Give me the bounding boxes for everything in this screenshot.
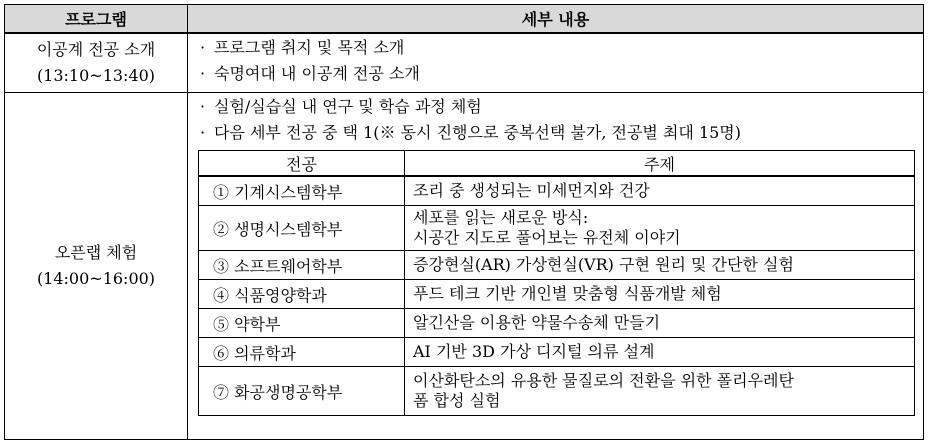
header-program: 프로그램 xyxy=(5,5,188,34)
major-name: ⑦ 화공생명공학부 xyxy=(199,367,405,416)
detail-cell xyxy=(188,93,924,440)
program-time: (13:10~13:40) xyxy=(36,66,156,85)
header-topic: 주제 xyxy=(405,151,915,177)
major-row xyxy=(199,176,915,206)
bullet-item: · 다음 세부 전공 중 택 1(※ 동시 진행으로 중복선택 불가, 전공별 최대 15명) xyxy=(200,123,741,142)
majors-header-row xyxy=(199,151,915,177)
program-cell xyxy=(5,33,188,93)
table-row xyxy=(5,93,924,440)
header-major: 전공 xyxy=(199,151,405,177)
major-topic: 이산화탄소의 유용한 물질로의 전환을 위한 폴리우레탄 폼 합성 실험 xyxy=(405,367,915,416)
major-topic: 세포를 읽는 새로운 방식: 시공간 지도로 풀어보는 유전체 이야기 xyxy=(405,206,915,251)
major-name: ④ 식품영양학과 xyxy=(199,280,405,309)
program-cell xyxy=(5,93,188,440)
major-name: ① 기계시스템학부 xyxy=(199,176,405,206)
major-row xyxy=(199,367,915,416)
bullet-item: · 실험/실습실 내 연구 및 학습 과정 체험 xyxy=(200,97,482,116)
detail-cell xyxy=(188,33,924,93)
major-topic: 조리 중 생성되는 미세먼지와 건강 xyxy=(405,176,915,206)
bullet-item: · 프로그램 취지 및 목적 소개 xyxy=(200,38,405,57)
program-name: 이공계 전공 소개 xyxy=(36,40,156,59)
major-topic: AI 기반 3D 가상 디지털 의류 설계 xyxy=(405,338,915,367)
major-name: ② 생명시스템학부 xyxy=(199,206,405,251)
major-row xyxy=(199,206,915,251)
major-name: ⑥ 의류학과 xyxy=(199,338,405,367)
table-header-row xyxy=(5,5,924,34)
major-row xyxy=(199,251,915,280)
major-row xyxy=(199,280,915,309)
major-name: ③ 소프트웨어학부 xyxy=(199,251,405,280)
majors-table xyxy=(198,150,915,416)
major-name: ⑤ 약학부 xyxy=(199,309,405,338)
program-table xyxy=(4,4,924,440)
header-detail: 세부 내용 xyxy=(188,5,924,34)
major-topic: 푸드 테크 기반 개인별 맞춤형 식품개발 체험 xyxy=(405,280,915,309)
program-time: (14:00~16:00) xyxy=(36,269,156,288)
table-row xyxy=(5,33,924,93)
major-topic: 알긴산을 이용한 약물수송체 만들기 xyxy=(405,309,915,338)
major-row xyxy=(199,338,915,367)
major-topic: 증강현실(AR) 가상현실(VR) 구현 원리 및 간단한 실험 xyxy=(405,251,915,280)
bullet-item: · 숙명여대 내 이공계 전공 소개 xyxy=(200,64,420,83)
program-name: 오픈랩 체험 xyxy=(54,243,138,262)
major-row xyxy=(199,309,915,338)
